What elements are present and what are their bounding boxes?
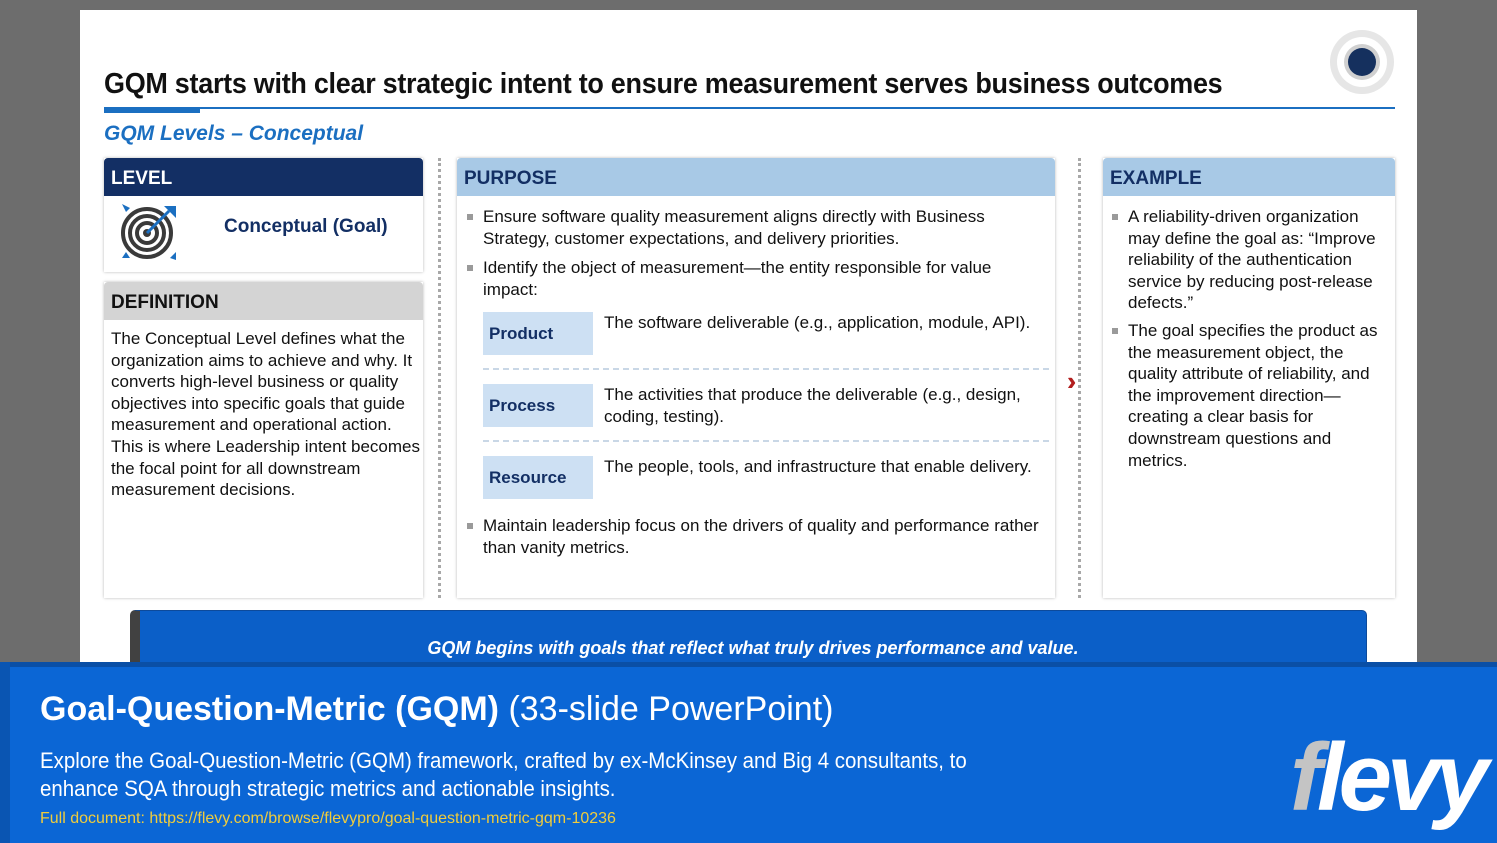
- definition-text: The Conceptual Level defines what the organization aims to achieve and why. It converts high-level business or quality objectives into specific goals that guide measurement and operational action. This is where Leadership intent becomes the focal point for all downstream measurement decisions.: [111, 329, 420, 500]
- object-description: The software deliverable (e.g., application, module, API).: [604, 313, 1031, 332]
- flevy-logo-f: f: [1290, 724, 1317, 831]
- purpose-bullets-bottom: [465, 515, 1040, 558]
- example-bullet: A reliability-driven organization may define the goal as: “Improve reliability of the authentication service by reducing post-release defects.”: [1110, 206, 1390, 314]
- object-description: The people, tools, and infrastructure that enable delivery.: [604, 457, 1032, 476]
- object-label: Process: [483, 384, 593, 427]
- object-row-product: [483, 312, 1049, 384]
- target-icon: [120, 202, 180, 262]
- example-header: EXAMPLE: [1103, 158, 1395, 196]
- level-panel: [104, 158, 423, 272]
- slide-subtitle: GQM Levels – Conceptual: [104, 122, 364, 145]
- footer-title-bold: Goal-Question-Metric (GQM): [40, 690, 499, 728]
- flevy-logo-rest: levy: [1316, 724, 1484, 831]
- object-label: Resource: [483, 456, 593, 499]
- object-description: The activities that produce the deliverable (e.g., design, coding, testing).: [604, 385, 1021, 426]
- purpose-bullet: Maintain leadership focus on the drivers of quality and performance rather than vanity metrics.: [465, 515, 1040, 558]
- footer-title: [40, 690, 833, 729]
- example-bullets: [1110, 206, 1390, 471]
- chevron-right-icon: ››: [1067, 366, 1069, 396]
- flevy-logo[interactable]: [1290, 724, 1484, 831]
- title-divider-accent: [104, 107, 200, 113]
- footer-title-light: (33-slide PowerPoint): [508, 690, 834, 728]
- divider-dotted-right: [1078, 158, 1081, 598]
- slide-title: GQM starts with clear strategic intent to ensure measurement serves business outcomes: [104, 68, 1223, 100]
- footer-document-link[interactable]: Full document: https://flevy.com/browse/flevypro/goal-question-metric-gqm-10236: [40, 810, 616, 827]
- definition-header: DEFINITION: [104, 282, 423, 320]
- example-panel: [1103, 158, 1395, 598]
- level-header: LEVEL: [104, 158, 423, 196]
- definition-panel: [104, 282, 423, 598]
- purpose-bullet: Ensure software quality measurement aligns directly with Business Strategy, customer expectations, and delivery priorities.: [465, 206, 1040, 249]
- purpose-bullet: Identify the object of measurement—the entity responsible for value impact:: [465, 257, 1040, 300]
- target-logo-icon: [1330, 30, 1394, 94]
- divider-dotted-left: [438, 158, 441, 598]
- level-name: Conceptual (Goal): [224, 216, 388, 237]
- slide: [80, 10, 1417, 670]
- object-separator: [483, 368, 1049, 370]
- purpose-header: PURPOSE: [457, 158, 1055, 196]
- object-label: Product: [483, 312, 593, 355]
- title-divider: [104, 107, 1395, 109]
- object-separator: [483, 440, 1049, 442]
- object-row-process: [483, 384, 1049, 456]
- example-bullet: The goal specifies the product as the measurement object, the quality attribute of reliability, and the improvement direction—creating a clear basis for downstream questions and metrics.: [1110, 320, 1390, 471]
- purpose-panel: [457, 158, 1055, 598]
- purpose-bullets-top: [465, 206, 1040, 300]
- promo-footer: [0, 662, 1497, 843]
- banner-text: GQM begins with goals that reflect what truly drives performance and value.: [427, 638, 1079, 658]
- footer-description: Explore the Goal-Question-Metric (GQM) framework, crafted by ex-McKinsey and Big 4 consultants, to enhance SQA through strategic metrics and actionable insights.: [40, 748, 967, 801]
